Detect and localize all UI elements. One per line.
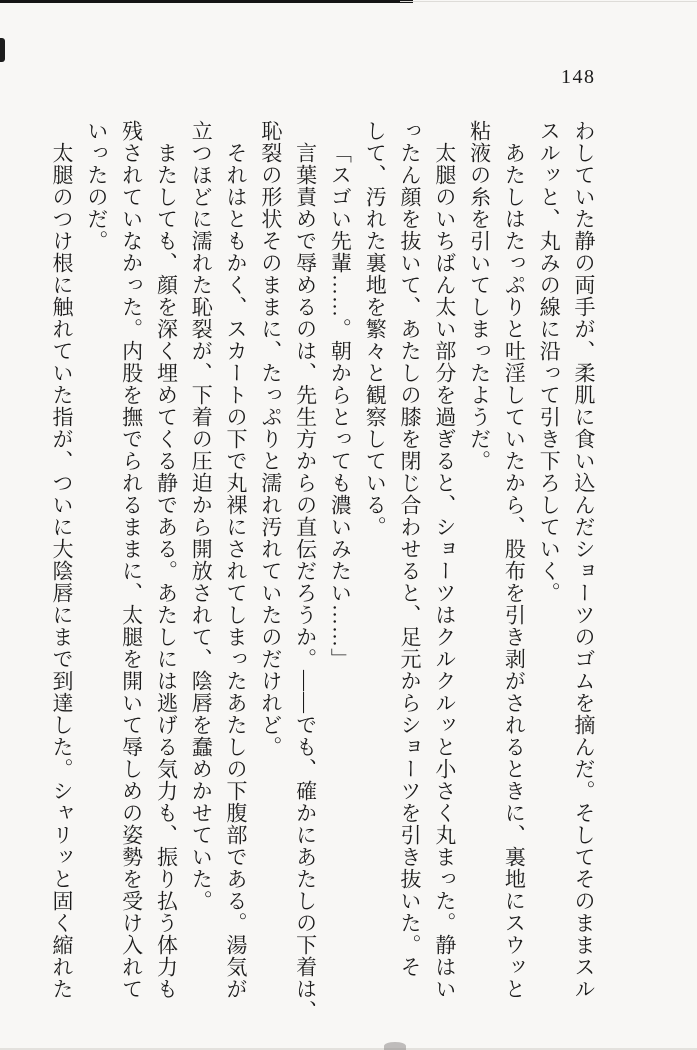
text-column: 「スゴい先輩……。朝からとっても濃いみたい……」 (328, 142, 353, 671)
text-column: いったのだ。 (84, 120, 109, 252)
text-column: あたしはたっぷりと吐淫していたから、股布を引き剥がされるときに、裏地にスウッと (502, 142, 527, 1001)
text-column: わしていた静の両手が、柔肌に食い込んだショーツのゴムを摘んだ。そしてそのままスル (572, 120, 596, 1000)
text-block (44, 120, 601, 1028)
text-column: それはともかく、スカートの下で丸裸にされてしまったあたしの下腹部である。湯気が (224, 142, 249, 1001)
page-number: 148 (561, 66, 596, 88)
text-column: 立つほどに濡れた恥裂が、下着の圧迫から開放されて、陰唇を蠢めかせていた。 (189, 120, 214, 912)
scan-mark-left (0, 38, 5, 62)
scan-smudge-bottom (384, 1042, 406, 1050)
text-column: 太腿のいちばん太い部分を過ぎると、ショーツはクルクルッと小さく丸まった。静はい (432, 142, 457, 1001)
text-column: 言葉責めで辱めるのは、先生方からの直伝だろうか。――でも、確かにあたしの下着は、 (293, 142, 318, 1023)
text-column: 粘液の糸を引いてしまったようだ。 (467, 120, 492, 472)
text-column: 太腿のつけ根に触れていた指が、ついに大陰唇にまで到達した。シャリッと固く縮れた (50, 142, 75, 1001)
text-column: スルッと、丸みの線に沿って引き下ろしていく。 (537, 120, 562, 604)
text-column: 残されていなかった。内股を撫でられるままに、太腿を開いて辱しめの姿勢を受け入れて (119, 120, 144, 1000)
text-column: 恥裂の形状そのままに、たっぷりと濡れ汚れていたのだけれど。 (258, 120, 283, 758)
text-column: ったん顔を抜いて、あたしの膝を閉じ合わせると、足元からショーツを引き抜いた。そ (398, 120, 423, 978)
text-column: して、汚れた裏地を繁々と観察している。 (363, 120, 388, 538)
scan-edge-top (0, 0, 413, 3)
text-column: またしても、顔を深く埋めてくる静である。あたしには逃げる気力も、振り払う体力も (154, 142, 179, 1001)
scan-edge-top-faint (400, 1, 697, 2)
